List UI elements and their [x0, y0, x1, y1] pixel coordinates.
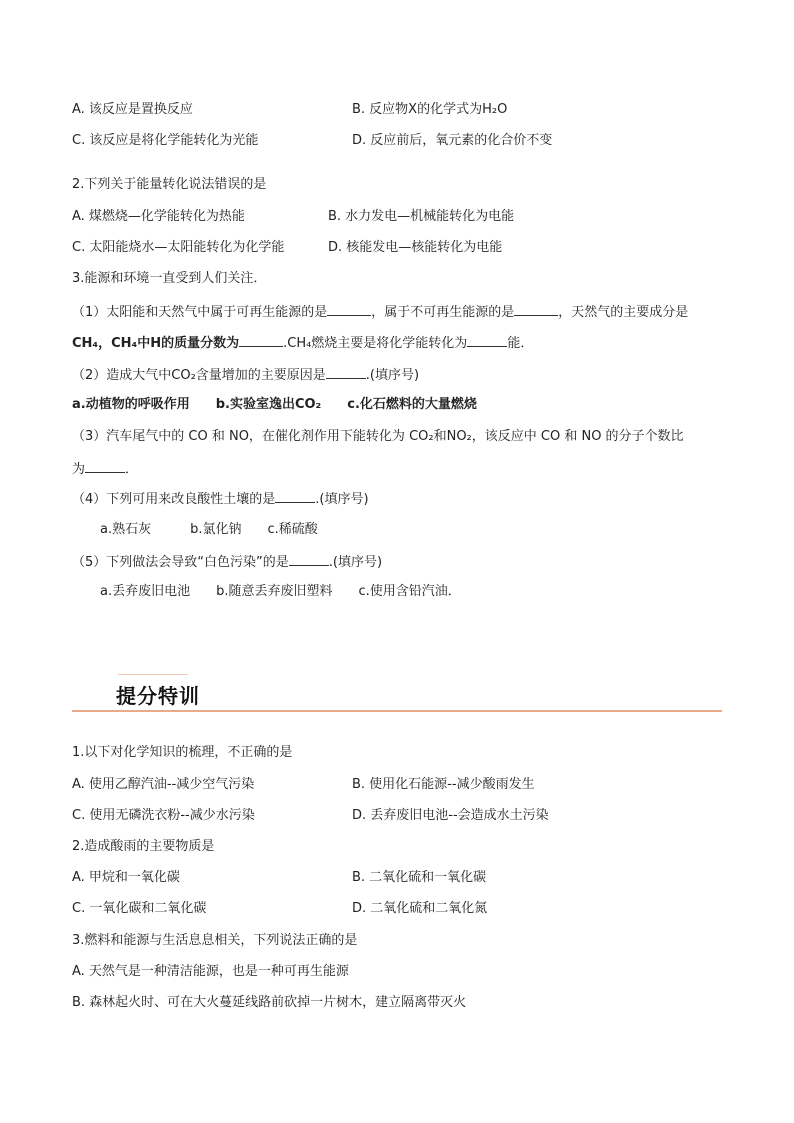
- t3-option-b: B. 森林起火时、可在大火蔓延线路前砍掉一片树木，建立隔离带灭火: [72, 995, 467, 1010]
- q3-part5-options: a.丢弃废旧电池 b.随意丢弃废旧塑料 c.使用含铅汽油．: [100, 584, 461, 599]
- q3-p1-text-c: ，天然气的主要成分是: [558, 305, 689, 320]
- section-divider: [72, 710, 722, 712]
- q3-p1-text-a: （1）太阳能和天然气中属于可再生能源的是: [72, 305, 328, 320]
- q1-option-b: B. 反应物X的化学式为H₂O: [352, 102, 508, 117]
- t3-option-a: A. 天然气是一种清洁能源，也是一种可再生能源: [72, 964, 349, 979]
- answer-blank: [289, 551, 329, 566]
- answer-blank: [85, 458, 125, 473]
- q3-part1-line1: [72, 301, 688, 323]
- t2-option-c: C. 一氧化碳和二氧化碳: [72, 901, 207, 916]
- q3-part3-line2: [72, 458, 138, 480]
- answer-blank: [275, 488, 315, 503]
- q3-part4: [72, 488, 369, 510]
- q3-p1-text-b: ，属于不可再生能源的是: [371, 305, 515, 320]
- section-title: 提分特训: [116, 684, 200, 708]
- section-header-accent: [118, 674, 188, 675]
- q1-option-d: D. 反应前后，氧元素的化合价不变: [352, 133, 553, 148]
- q3-p2-text-a: （2）造成大气中CO₂含量增加的主要原因是: [72, 368, 326, 383]
- q3-part2: [72, 364, 419, 386]
- t2-option-d: D. 二氧化硫和二氧化氮: [352, 901, 488, 916]
- answer-blank: [327, 301, 371, 316]
- q3-p3-text-c: ．: [125, 462, 139, 477]
- q2-option-a: A. 煤燃烧—化学能转化为热能: [72, 209, 245, 224]
- q3-p4-text-a: （4）下列可用来改良酸性土壤的是: [72, 492, 276, 507]
- q3-p4-text-b: .(填序号): [315, 492, 369, 507]
- t2-option-b: B. 二氧化硫和一氧化碳: [352, 870, 487, 885]
- q3-part4-options: a.熟石灰 b.氯化钠 c.稀硫酸: [100, 522, 318, 537]
- q1-option-a: A. 该反应是置换反应: [72, 102, 193, 117]
- answer-blank: [326, 364, 366, 379]
- t3-stem: 3.燃料和能源与生活息息相关，下列说法正确的是: [72, 933, 358, 948]
- q3-p1-text-f: 能．: [507, 336, 534, 351]
- t1-option-b: B. 使用化石能源--减少酸雨发生: [352, 777, 535, 792]
- t2-stem: 2.造成酸雨的主要物质是: [72, 839, 215, 854]
- t1-option-c: C. 使用无磷洗衣粉--减少水污染: [72, 808, 255, 823]
- answer-blank: [514, 301, 558, 316]
- q1-option-c: C. 该反应是将化学能转化为光能: [72, 133, 259, 148]
- t2-option-a: A. 甲烷和一氧化碳: [72, 870, 180, 885]
- q3-p5-text-b: .(填序号): [328, 555, 383, 570]
- q3-part2-options: a.动植物的呼吸作用 b.实验室逸出CO₂ c.化石燃料的大量燃烧: [72, 397, 477, 412]
- q3-p1-text-d: CH₄，CH₄中H的质量分数为: [72, 336, 240, 351]
- q3-stem: 3.能源和环境一直受到人们关注．: [72, 271, 267, 286]
- q2-option-d: D. 核能发电—核能转化为电能: [328, 240, 503, 255]
- q3-part3-line1: （3）汽车尾气中的 CO 和 NO，在催化剂作用下能转化为 CO₂和NO₂，该反应中 CO 和 NO 的分子个数比: [72, 429, 684, 444]
- q2-option-b: B. 水力发电—机械能转化为电能: [328, 209, 515, 224]
- q2-option-c: C. 太阳能烧水—太阳能转化为化学能: [72, 240, 285, 255]
- answer-blank: [467, 332, 507, 347]
- q2-stem: 2.下列关于能量转化说法错误的是: [72, 177, 267, 192]
- t1-stem: 1.以下对化学知识的梳理，不正确的是: [72, 745, 293, 760]
- q3-part1-line2: [72, 332, 533, 354]
- t1-option-d: D. 丢弃废旧电池--会造成水土污染: [352, 808, 549, 823]
- q3-part5: [72, 551, 382, 573]
- q3-p2-text-b: .(填序号): [365, 368, 420, 383]
- t1-option-a: A. 使用乙醇汽油--减少空气污染: [72, 777, 255, 792]
- answer-blank: [239, 332, 283, 347]
- q3-p5-text-a: （5）下列做法会导致“白色污染”的是: [72, 555, 289, 570]
- q3-p3-text-b: 为: [72, 462, 86, 477]
- q3-p1-text-e: .CH₄燃烧主要是将化学能转化为: [283, 336, 468, 351]
